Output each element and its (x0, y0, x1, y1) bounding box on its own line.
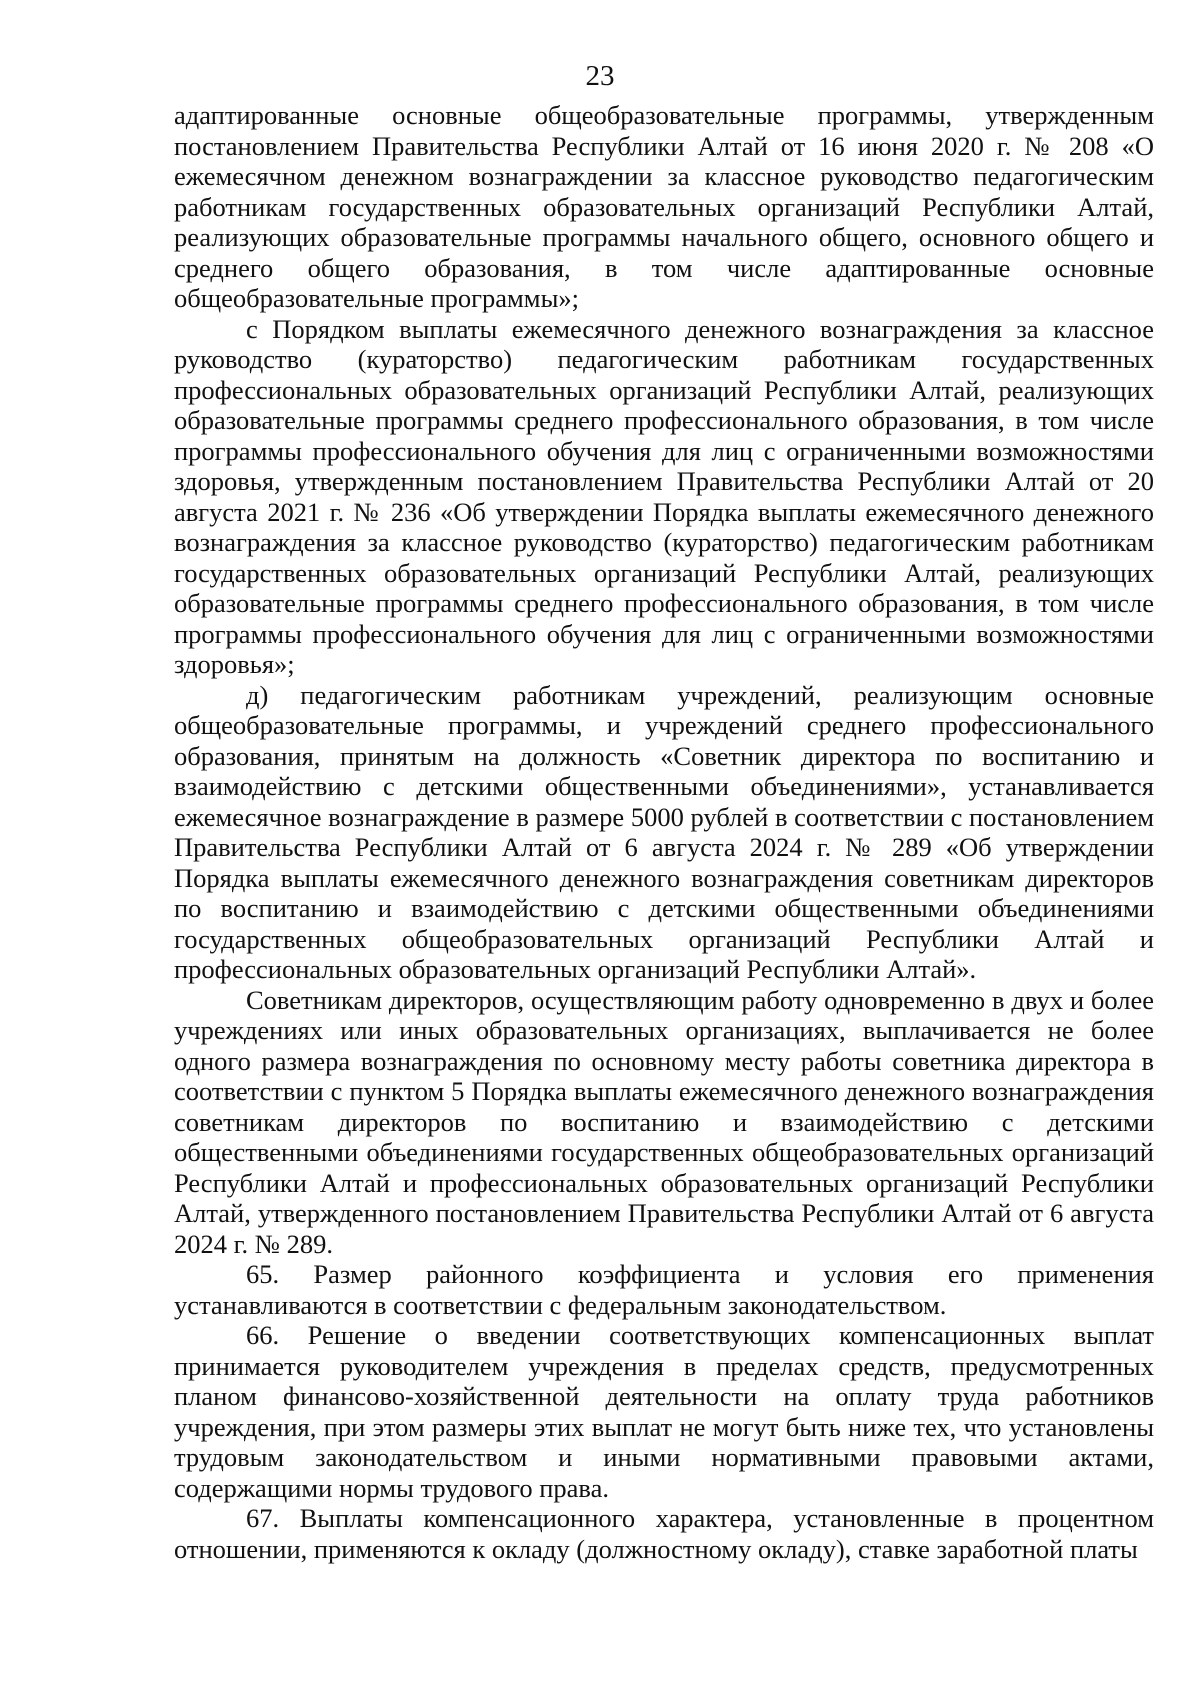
paragraph-order-reference: с Порядком выплаты ежемесячного денежного вознаграждения за классное руководство (кураторство) педагогическим работникам государственных профессиональных образовательных организаций Республики Алтай, реализующих образовательные программы среднего профессионального образования, в том числе программы профессионального обучения для лиц с ограниченными возможностями здоровья, утвержденным постановлением Правительства Республики Алтай от 20 августа 2021 г. № 236 «Об утверждении Порядка выплаты ежемесячного денежного вознаграждения за классное руководство (кураторство) педагогическим работникам государственных образовательных организаций Республики Алтай, реализующих образовательные программы среднего профессионального образования, в том числе программы профессионального обучения для лиц с ограниченными возможностями здоровья»; (174, 313, 1154, 679)
page-number: 23 (585, 60, 615, 92)
paragraph-67: 67. Выплаты компенсационного характера, установленные в процентном отношении, применяются к окладу (должностному окладу), ставке заработной платы (174, 1503, 1154, 1564)
paragraph-65: 65. Размер районного коэффициента и условия его применения устанавливаются в соответствии с федеральным законодательством. (174, 1259, 1154, 1320)
paragraph-66: 66. Решение о введении соответствующих компенсационных выплат принимается руководителем учреждения в пределах средств, предусмотренных планом финансово-хозяйственной деятельности на оплату труда работников учреждения, при этом размеры этих выплат не могут быть ниже тех, что установлены трудовым законодательством и иными нормативными правовыми актами, содержащими нормы трудового права. (174, 1320, 1154, 1503)
paragraph-item-d: д) педагогическим работникам учреждений, реализующим основные общеобразовательные программы, и учреждений среднего профессионального образования, принятым на должность «Советник директора по воспитанию и взаимодействию с детскими общественными объединениями», устанавливается ежемесячное вознаграждение в размере 5000 рублей в соответствии с постановлением Правительства Республики Алтай от 6 августа 2024 г. № 289 «Об утверждении Порядка выплаты ежемесячного денежного вознаграждения советникам директоров по воспитанию и взаимодействию с детскими общественными объединениями государственных общеобразовательных организаций Республики Алтай и профессиональных образовательных организаций Республики Алтай». (174, 679, 1154, 984)
document-body (174, 100, 1154, 1564)
paragraph-advisors: Советникам директоров, осуществляющим работу одновременно в двух и более учреждениях или иных образовательных организациях, выплачивается не более одного размера вознаграждения по основному месту работы советника директора в соответствии с пунктом 5 Порядка выплаты ежемесячного денежного вознаграждения советникам директоров по воспитанию и взаимодействию с детскими общественными объединениями государственных общеобразовательных организаций Республики Алтай и профессиональных образовательных организаций Республики Алтай, утвержденного постановлением Правительства Республики Алтай от 6 августа 2024 г. № 289. (174, 984, 1154, 1259)
paragraph-continuation: адаптированные основные общеобразовательные программы, утвержденным постановлением Правительства Республики Алтай от 16 июня 2020 г. № 208 «О ежемесячном денежном вознаграждении за классное руководство педагогическим работникам государственных образовательных организаций Республики Алтай, реализующих образовательные программы начального общего, основного общего и среднего общего образования, в том числе адаптированные основные общеобразовательные программы»; (174, 100, 1154, 313)
